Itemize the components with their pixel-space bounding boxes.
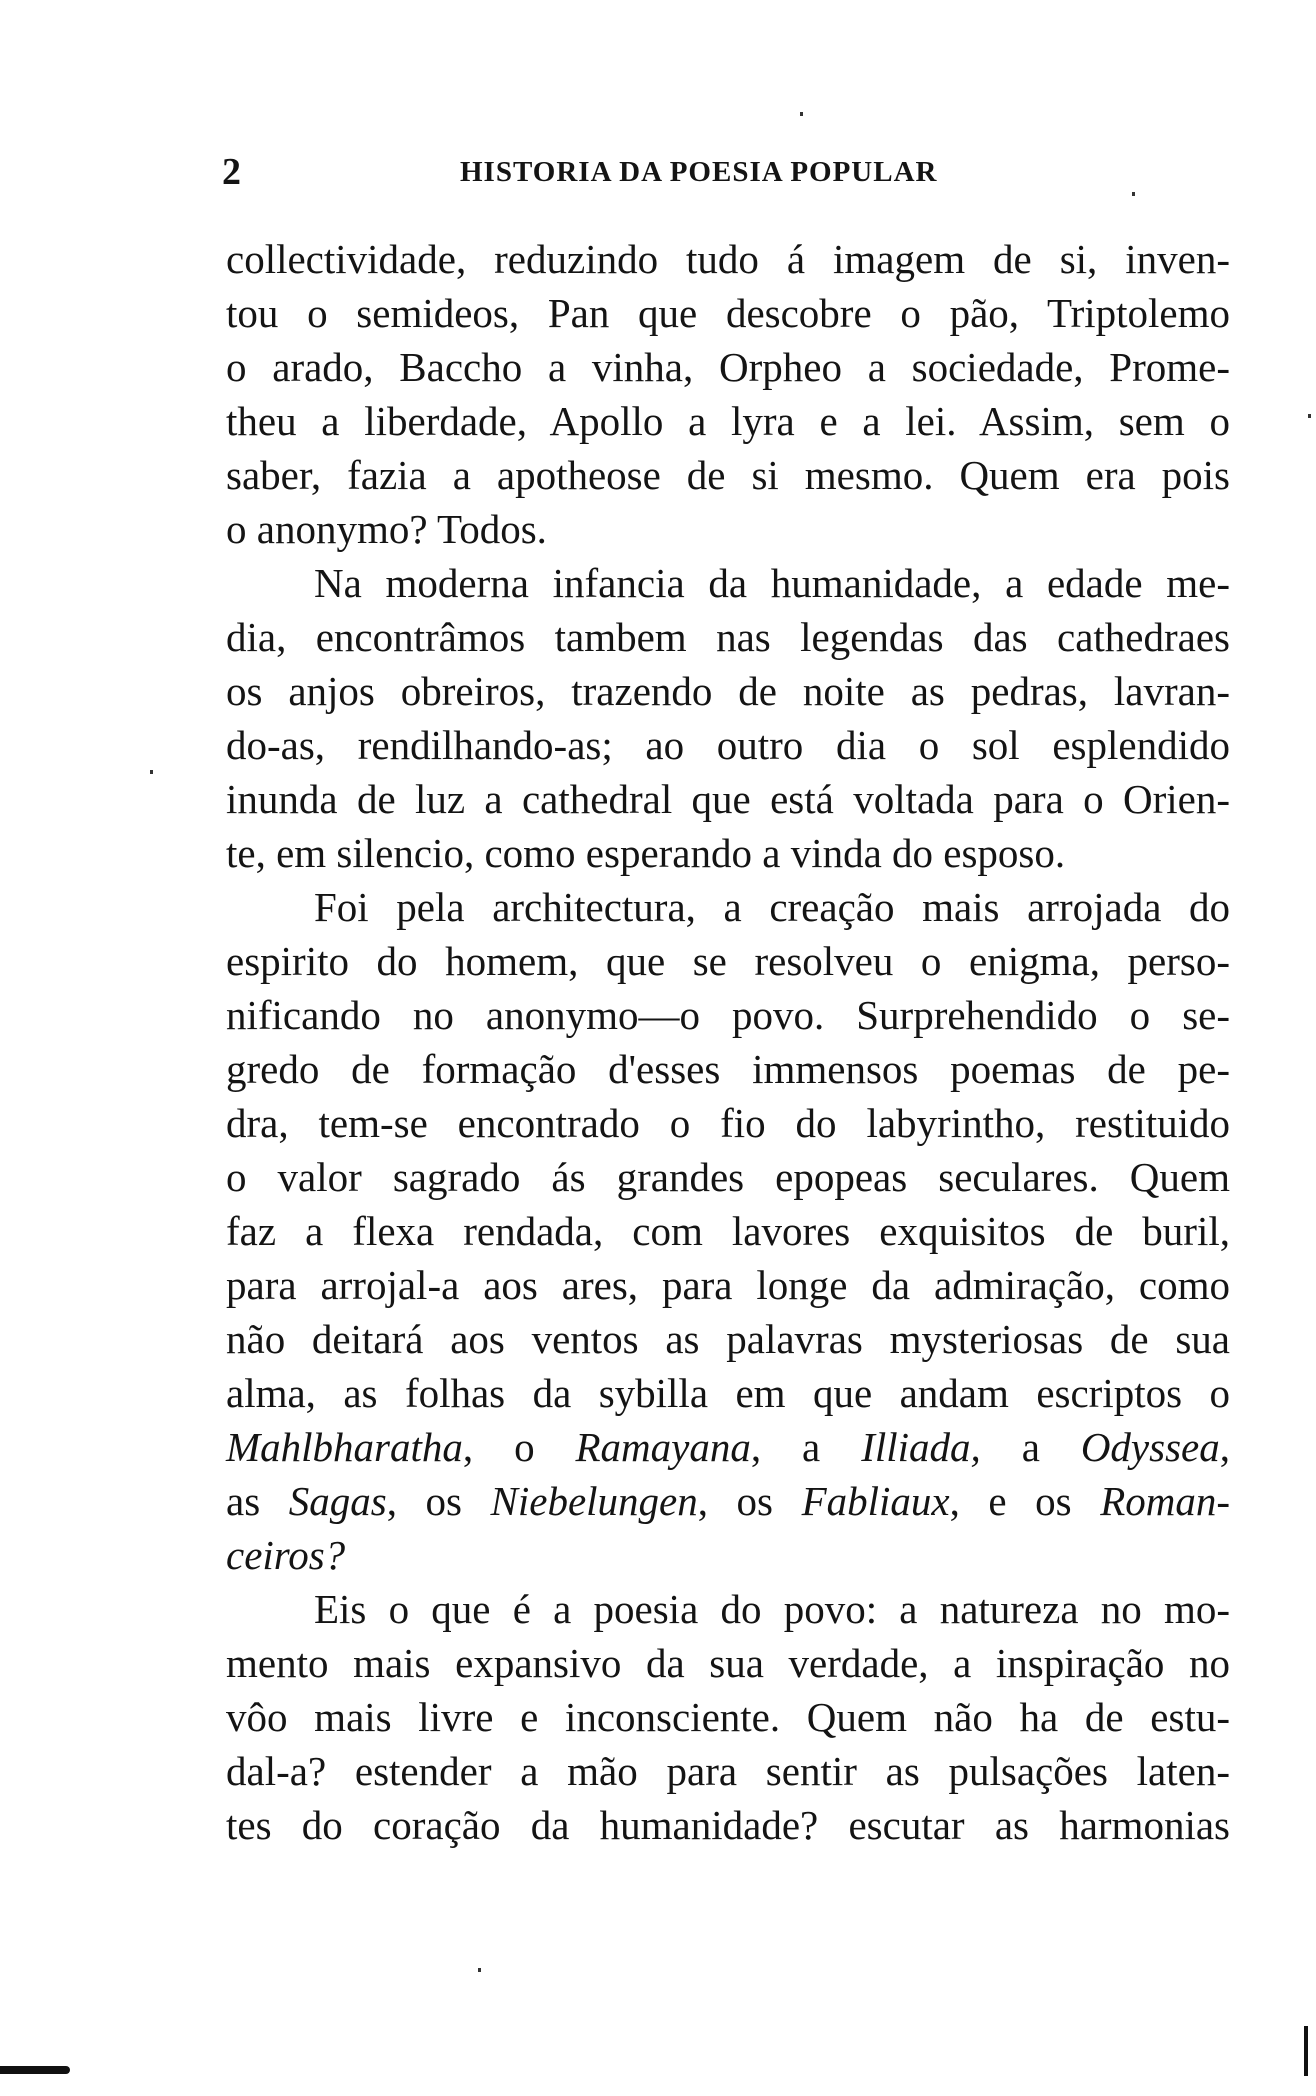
text-line-titles: [226, 1528, 1230, 1582]
text-line: não deitará aos ventos as palavras mysteriosas de sua: [226, 1316, 1230, 1362]
title-romanceiros-end: ceiros?: [226, 1532, 346, 1578]
text-line: gredo de formação d'esses immensos poemas de pe-: [226, 1046, 1230, 1092]
separator: a: [980, 1424, 1081, 1470]
text-line: o valor sagrado ás grandes epopeas seculares. Quem: [226, 1154, 1230, 1200]
text-line: Na moderna infancia da humanidade, a edade me-: [314, 560, 1230, 606]
text-line: nificando no anonymo—o povo. Surprehendido o se-: [226, 992, 1230, 1038]
text-line: tes do coração da humanidade? escutar as harmonias: [226, 1802, 1230, 1848]
title-niebelungen: Niebelungen: [490, 1478, 698, 1524]
text-line: os anjos obreiros, trazendo de noite as pedras, lavran-: [226, 668, 1230, 714]
paper-speck: [150, 770, 153, 774]
title-ramayana: Ramayana: [575, 1424, 751, 1470]
text-line: tou o semideos, Pan que descobre o pão, Triptolemo: [226, 290, 1230, 336]
paper-speck: [1132, 192, 1135, 196]
scan-edge-mark: [0, 2066, 70, 2074]
running-title: HISTORIA DA POESIA POPULAR: [460, 156, 938, 188]
separator: as: [226, 1478, 289, 1524]
title-mahabharata: Mahlbharatha: [226, 1424, 463, 1470]
page-number: 2: [222, 151, 241, 193]
text-line: dia, encontrâmos tambem nas legendas das cathedraes: [226, 614, 1230, 660]
separator: , os: [386, 1478, 491, 1524]
text-line: do-as, rendilhando-as; ao outro dia o sol esplendido: [226, 722, 1230, 768]
text-line: vôo mais livre e inconsciente. Quem não ha de estu-: [226, 1694, 1230, 1740]
separator: , e os: [949, 1478, 1101, 1524]
title-romanceiros: Roman-: [1100, 1478, 1230, 1524]
running-head: [222, 150, 1232, 200]
paper-speck: [1308, 414, 1311, 418]
text-line: para arrojal-a aos ares, para longe da admiração, como: [226, 1262, 1230, 1308]
title-fabliaux: Fabliaux: [801, 1478, 950, 1524]
text-line: Foi pela architectura, a creação mais arrojada do: [314, 884, 1230, 930]
separator: , a: [750, 1424, 862, 1470]
text-line: saber, fazia a apotheose de si mesmo. Quem era pois: [226, 452, 1230, 498]
text-line: Eis o que é a poesia do povo: a natureza no mo-: [314, 1586, 1230, 1632]
text-line: o anonymo? Todos.: [226, 506, 547, 552]
text-line-titles: [226, 1474, 1230, 1528]
separator: ,: [1219, 1424, 1230, 1470]
paper-speck: [800, 112, 803, 116]
title-odyssea: Odyssea: [1080, 1424, 1220, 1470]
body-text: [226, 232, 1230, 1852]
text-line: o arado, Baccho a vinha, Orpheo a sociedade, Prome-: [226, 344, 1230, 390]
text-line: theu a liberdade, Apollo a lyra e a lei. Assim, sem o: [226, 398, 1230, 444]
title-illiada: Illiada,: [861, 1424, 981, 1470]
paper-speck: [478, 1968, 481, 1972]
separator: , os: [697, 1478, 802, 1524]
text-line: te, em silencio, como esperando a vinda do esposo.: [226, 830, 1066, 876]
separator: , o: [462, 1424, 576, 1470]
title-sagas: Sagas: [288, 1478, 387, 1524]
text-line: dal-a? estender a mão para sentir as pulsações laten-: [226, 1748, 1230, 1794]
text-line: espirito do homem, que se resolveu o enigma, perso-: [226, 938, 1230, 984]
text-line: mento mais expansivo da sua verdade, a inspiração no: [226, 1640, 1230, 1686]
text-line: dra, tem-se encontrado o fio do labyrintho, restituido: [226, 1100, 1230, 1146]
text-line: collectividade, reduzindo tudo á imagem de si, inven-: [226, 236, 1230, 282]
scan-edge-mark: [1304, 2026, 1308, 2076]
text-line: inunda de luz a cathedral que está voltada para o Orien-: [226, 776, 1230, 822]
text-line: faz a flexa rendada, com lavores exquisitos de buril,: [226, 1208, 1230, 1254]
text-line-titles: [226, 1420, 1230, 1474]
text-line: alma, as folhas da sybilla em que andam escriptos o: [226, 1370, 1230, 1416]
